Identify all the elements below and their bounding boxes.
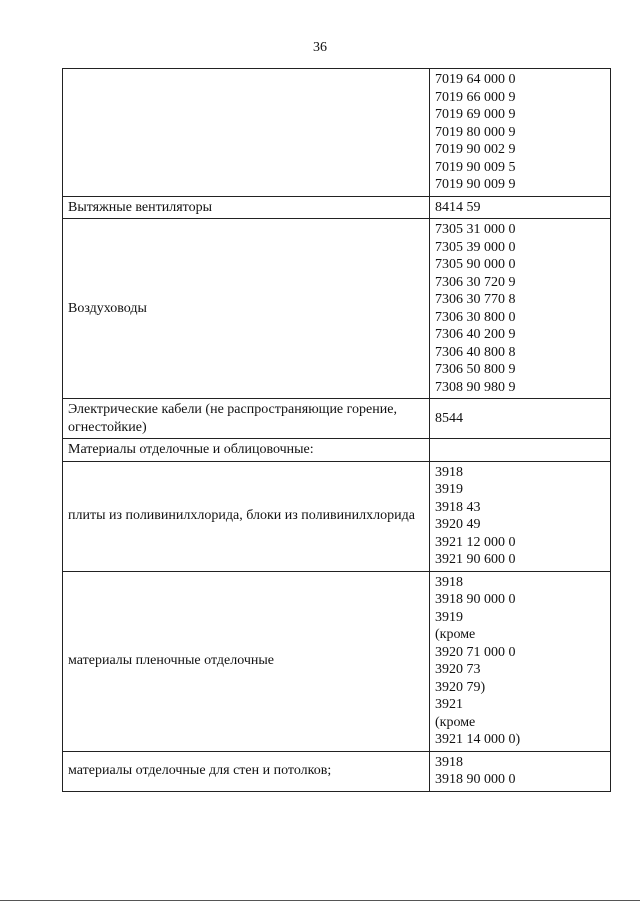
- table-row: [63, 461, 611, 571]
- tnved-code: 7019 64 000 0: [435, 72, 516, 87]
- tnved-code: 3921: [435, 697, 463, 712]
- tnved-code: 3921 90 600 0: [435, 552, 516, 567]
- tnved-codes-cell: [430, 439, 611, 462]
- tnved-code: 3918 90 000 0: [435, 592, 516, 607]
- tnved-code: 3918 90 000 0: [435, 772, 516, 787]
- tnved-codes-cell: [430, 751, 611, 791]
- tnved-code: 3918: [435, 464, 463, 480]
- page-bottom-edge: [0, 900, 640, 901]
- table-row: [63, 196, 611, 219]
- tnved-code: 8544: [435, 410, 463, 426]
- tnved-codes-cell: [430, 571, 611, 751]
- tnved-code: 7019 90 009 9: [435, 177, 516, 192]
- tnved-code: 7305 90 000 0: [435, 257, 516, 272]
- tnved-codes-cell: [430, 461, 611, 571]
- goods-name-cell: плиты из поливинилхлорида, блоки из поливинилхлорида: [63, 461, 430, 571]
- tnved-code: 3918 43: [435, 499, 481, 515]
- tnved-code: 7306 40 200 9: [435, 327, 516, 342]
- tnved-code: 7305 31 000 0: [435, 222, 516, 237]
- tnved-code: 7019 80 000 9: [435, 124, 516, 140]
- tnved-code: 3920 49: [435, 517, 481, 532]
- page-number: 36: [313, 40, 327, 55]
- tnved-code: 7306 30 770 8: [435, 292, 516, 307]
- table-row: [63, 751, 611, 791]
- goods-name-cell: материалы пленочные отделочные: [63, 571, 430, 751]
- table-row: [63, 399, 611, 439]
- table-row: [63, 219, 611, 399]
- tnved-codes-cell: [430, 399, 611, 439]
- tnved-code: (кроме: [435, 627, 476, 642]
- tnved-code: 7019 66 000 9: [435, 89, 516, 105]
- goods-name-cell: Вытяжные вентиляторы: [63, 196, 430, 219]
- table-row: [63, 439, 611, 462]
- goods-name-cell: Материалы отделочные и облицовочные:: [63, 439, 430, 462]
- tnved-codes-cell: [430, 219, 611, 399]
- tnved-code: 3919: [435, 609, 463, 625]
- goods-codes-table: [62, 68, 611, 792]
- tnved-code: (кроме: [435, 714, 476, 730]
- tnved-code: 7306 30 800 0: [435, 309, 516, 325]
- tnved-code: 3920 71 000 0: [435, 644, 516, 660]
- tnved-code: 3918: [435, 754, 463, 770]
- tnved-code: 7306 40 800 8: [435, 344, 516, 360]
- goods-name-cell: материалы отделочные для стен и потолков;: [63, 751, 430, 791]
- tnved-code: 7019 90 002 9: [435, 142, 516, 157]
- tnved-code: 3919: [435, 482, 463, 497]
- tnved-code: 7306 50 800 9: [435, 362, 516, 377]
- tnved-code: 3920 79): [435, 679, 486, 695]
- tnved-code: 3921 12 000 0: [435, 534, 516, 550]
- table-row: [63, 69, 611, 197]
- tnved-code: 7305 39 000 0: [435, 239, 516, 255]
- tnved-code: 7306 30 720 9: [435, 274, 516, 290]
- tnved-code: 7019 69 000 9: [435, 107, 516, 122]
- tnved-code: 3921 14 000 0): [435, 732, 521, 747]
- goods-name-cell: Воздуховоды: [63, 219, 430, 399]
- tnved-code: 7308 90 980 9: [435, 379, 516, 395]
- table-row: [63, 571, 611, 751]
- tnved-codes-cell: [430, 196, 611, 219]
- goods-name-cell: Электрические кабели (не распространяющие горение, огнестойкие): [63, 399, 430, 439]
- tnved-code: 3918: [435, 574, 463, 590]
- goods-name-cell: [63, 69, 430, 197]
- tnved-code: 7019 90 009 5: [435, 159, 516, 175]
- tnved-code: 8414 59: [435, 199, 481, 215]
- tnved-code: 3920 73: [435, 662, 481, 677]
- tnved-codes-cell: [430, 69, 611, 197]
